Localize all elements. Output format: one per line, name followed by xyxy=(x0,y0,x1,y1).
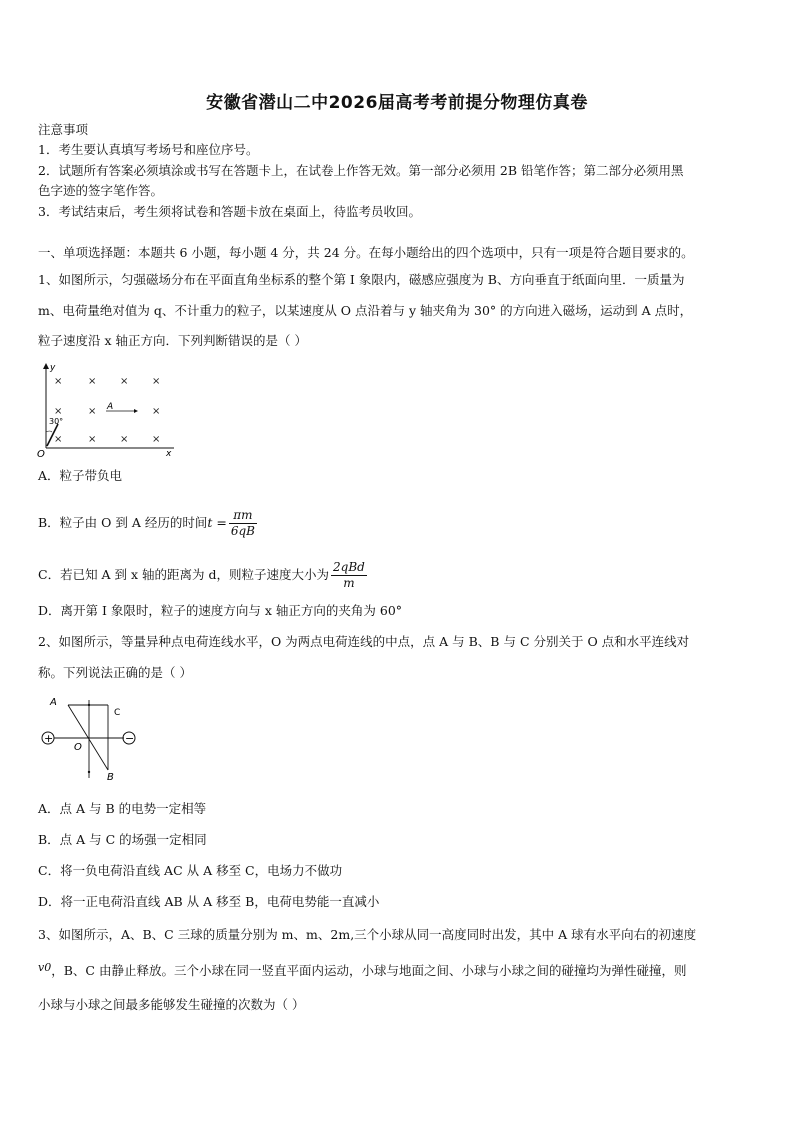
q1-option-c-text: C．若已知 A 到 x 轴的距离为 d，则粒子速度大小为 xyxy=(38,567,330,582)
svg-text:×: × xyxy=(88,406,97,417)
svg-text:×: × xyxy=(88,434,97,445)
q1-option-a: A．粒子带负电 xyxy=(38,468,123,483)
q1-fig-x-label: x xyxy=(166,449,172,458)
q1-fig-angle: 30° xyxy=(49,417,64,426)
q2-fig-plus: + xyxy=(44,732,54,745)
q1-fig-point-a: A xyxy=(107,402,114,412)
q1-stem-line2: m、电荷量绝对值为 q、不计重力的粒子，以某速度从 O 点沿着与 y 轴夹角为 30° 的方向进入磁场，运动到 A 点时， xyxy=(38,303,693,318)
q2-option-d: D．将一正电荷沿直线 AB 从 A 移至 B，电荷电势能一直减小 xyxy=(38,894,380,909)
q1-option-c-fraction xyxy=(331,560,367,591)
q3-v0: v0 xyxy=(38,961,52,974)
svg-text:×: × xyxy=(152,406,161,417)
svg-text:×: × xyxy=(54,376,63,387)
q1-fig-y-label: y xyxy=(50,363,56,373)
q1-option-b-fraction xyxy=(229,508,257,539)
svg-text:×: × xyxy=(120,376,129,387)
page-title: 安徽省潜山二中2026届高考考前提分物理仿真卷 xyxy=(206,93,588,113)
svg-text:×: × xyxy=(120,434,129,445)
svg-text:×: × xyxy=(54,406,63,417)
q1-option-b xyxy=(38,505,758,541)
q1-option-b-den: 6qB xyxy=(230,524,255,538)
q3-stem-line2: ，B、C 由静止释放。三个小球在同一竖直平面内运动，小球与地面之间、小球与小球之间的碰撞均为弹性碰撞，则 xyxy=(51,963,687,978)
svg-text:×: × xyxy=(152,434,161,445)
q2-fig-point-c: C xyxy=(114,708,121,718)
notice-item-2-cont: 色字迹的签字笔作答。 xyxy=(38,183,164,198)
q1-stem-line1: 1、如图所示，匀强磁场分布在平面直角坐标系的整个第 I 象限内，磁感应强度为 B、方向垂直于纸面向里．一质量为 xyxy=(38,272,685,287)
q3-stem-line2-row xyxy=(38,962,758,981)
q2-option-b: B．点 A 与 C 的场强一定相同 xyxy=(38,832,207,847)
q2-figure xyxy=(38,692,138,784)
q2-stem-line1: 2、如图所示，等量异种点电荷连线水平，O 为两点电荷连线的中点，点 A 与 B、B 与 C 分别关于 O 点和水平连线对 xyxy=(38,634,690,649)
q3-stem-line3: 小球与小球之间最多能够发生碰撞的次数为（ ） xyxy=(38,997,305,1012)
section-heading: 一、单项选择题：本题共 6 小题，每小题 4 分，共 24 分。在每小题给出的四个选项中，只有一项是符合题目要求的。 xyxy=(38,245,694,260)
svg-text:×: × xyxy=(88,376,97,387)
q1-option-b-t: t = xyxy=(207,515,227,530)
q1-option-b-num: πm xyxy=(229,508,257,524)
q2-fig-point-o: O xyxy=(74,742,82,753)
svg-text:×: × xyxy=(54,434,63,445)
q1-option-c-num: 2qBd xyxy=(333,560,365,574)
q1-option-c-den: m xyxy=(343,576,355,590)
notice-item-1: 1．考生要认真填写考场号和座位序号。 xyxy=(38,142,259,157)
q2-fig-point-b: B xyxy=(107,772,114,783)
svg-text:×: × xyxy=(152,376,161,387)
q2-option-c: C．将一负电荷沿直线 AC 从 A 移至 C，电场力不做功 xyxy=(38,863,343,878)
q1-fig-origin-label: O xyxy=(37,449,45,458)
q3-stem-line1: 3、如图所示，A、B、C 三球的质量分别为 m、m、2m,三个小球从同一高度同时出发，其中 A 球有水平向右的初速度 xyxy=(38,927,697,942)
q2-fig-minus: − xyxy=(125,732,135,745)
notice-item-2: 2．试题所有答案必须填涂或书写在答题卡上，在试卷上作答无效。第一部分必须用 2B 铅笔作答；第二部分必须用黑 xyxy=(38,163,684,178)
q1-option-d: D．离开第 I 象限时，粒子的速度方向与 x 轴正方向的夹角为 60° xyxy=(38,603,403,618)
q2-fig-point-a: A xyxy=(50,697,57,708)
q1-option-c xyxy=(38,557,758,593)
q1-figure xyxy=(34,360,184,458)
q1-option-b-text: B．粒子由 O 到 A 经历的时间 xyxy=(38,515,208,530)
q1-stem-line3: 粒子速度沿 x 轴正方向．下列判断错误的是（ ） xyxy=(38,333,307,348)
notice-item-3: 3．考试结束后，考生须将试卷和答题卡放在桌面上，待监考员收回。 xyxy=(38,204,421,219)
q2-stem-line2: 称。下列说法正确的是（ ） xyxy=(38,665,192,680)
q2-option-a: A．点 A 与 B 的电势一定相等 xyxy=(38,801,207,816)
notice-heading: 注意事项 xyxy=(38,122,89,137)
